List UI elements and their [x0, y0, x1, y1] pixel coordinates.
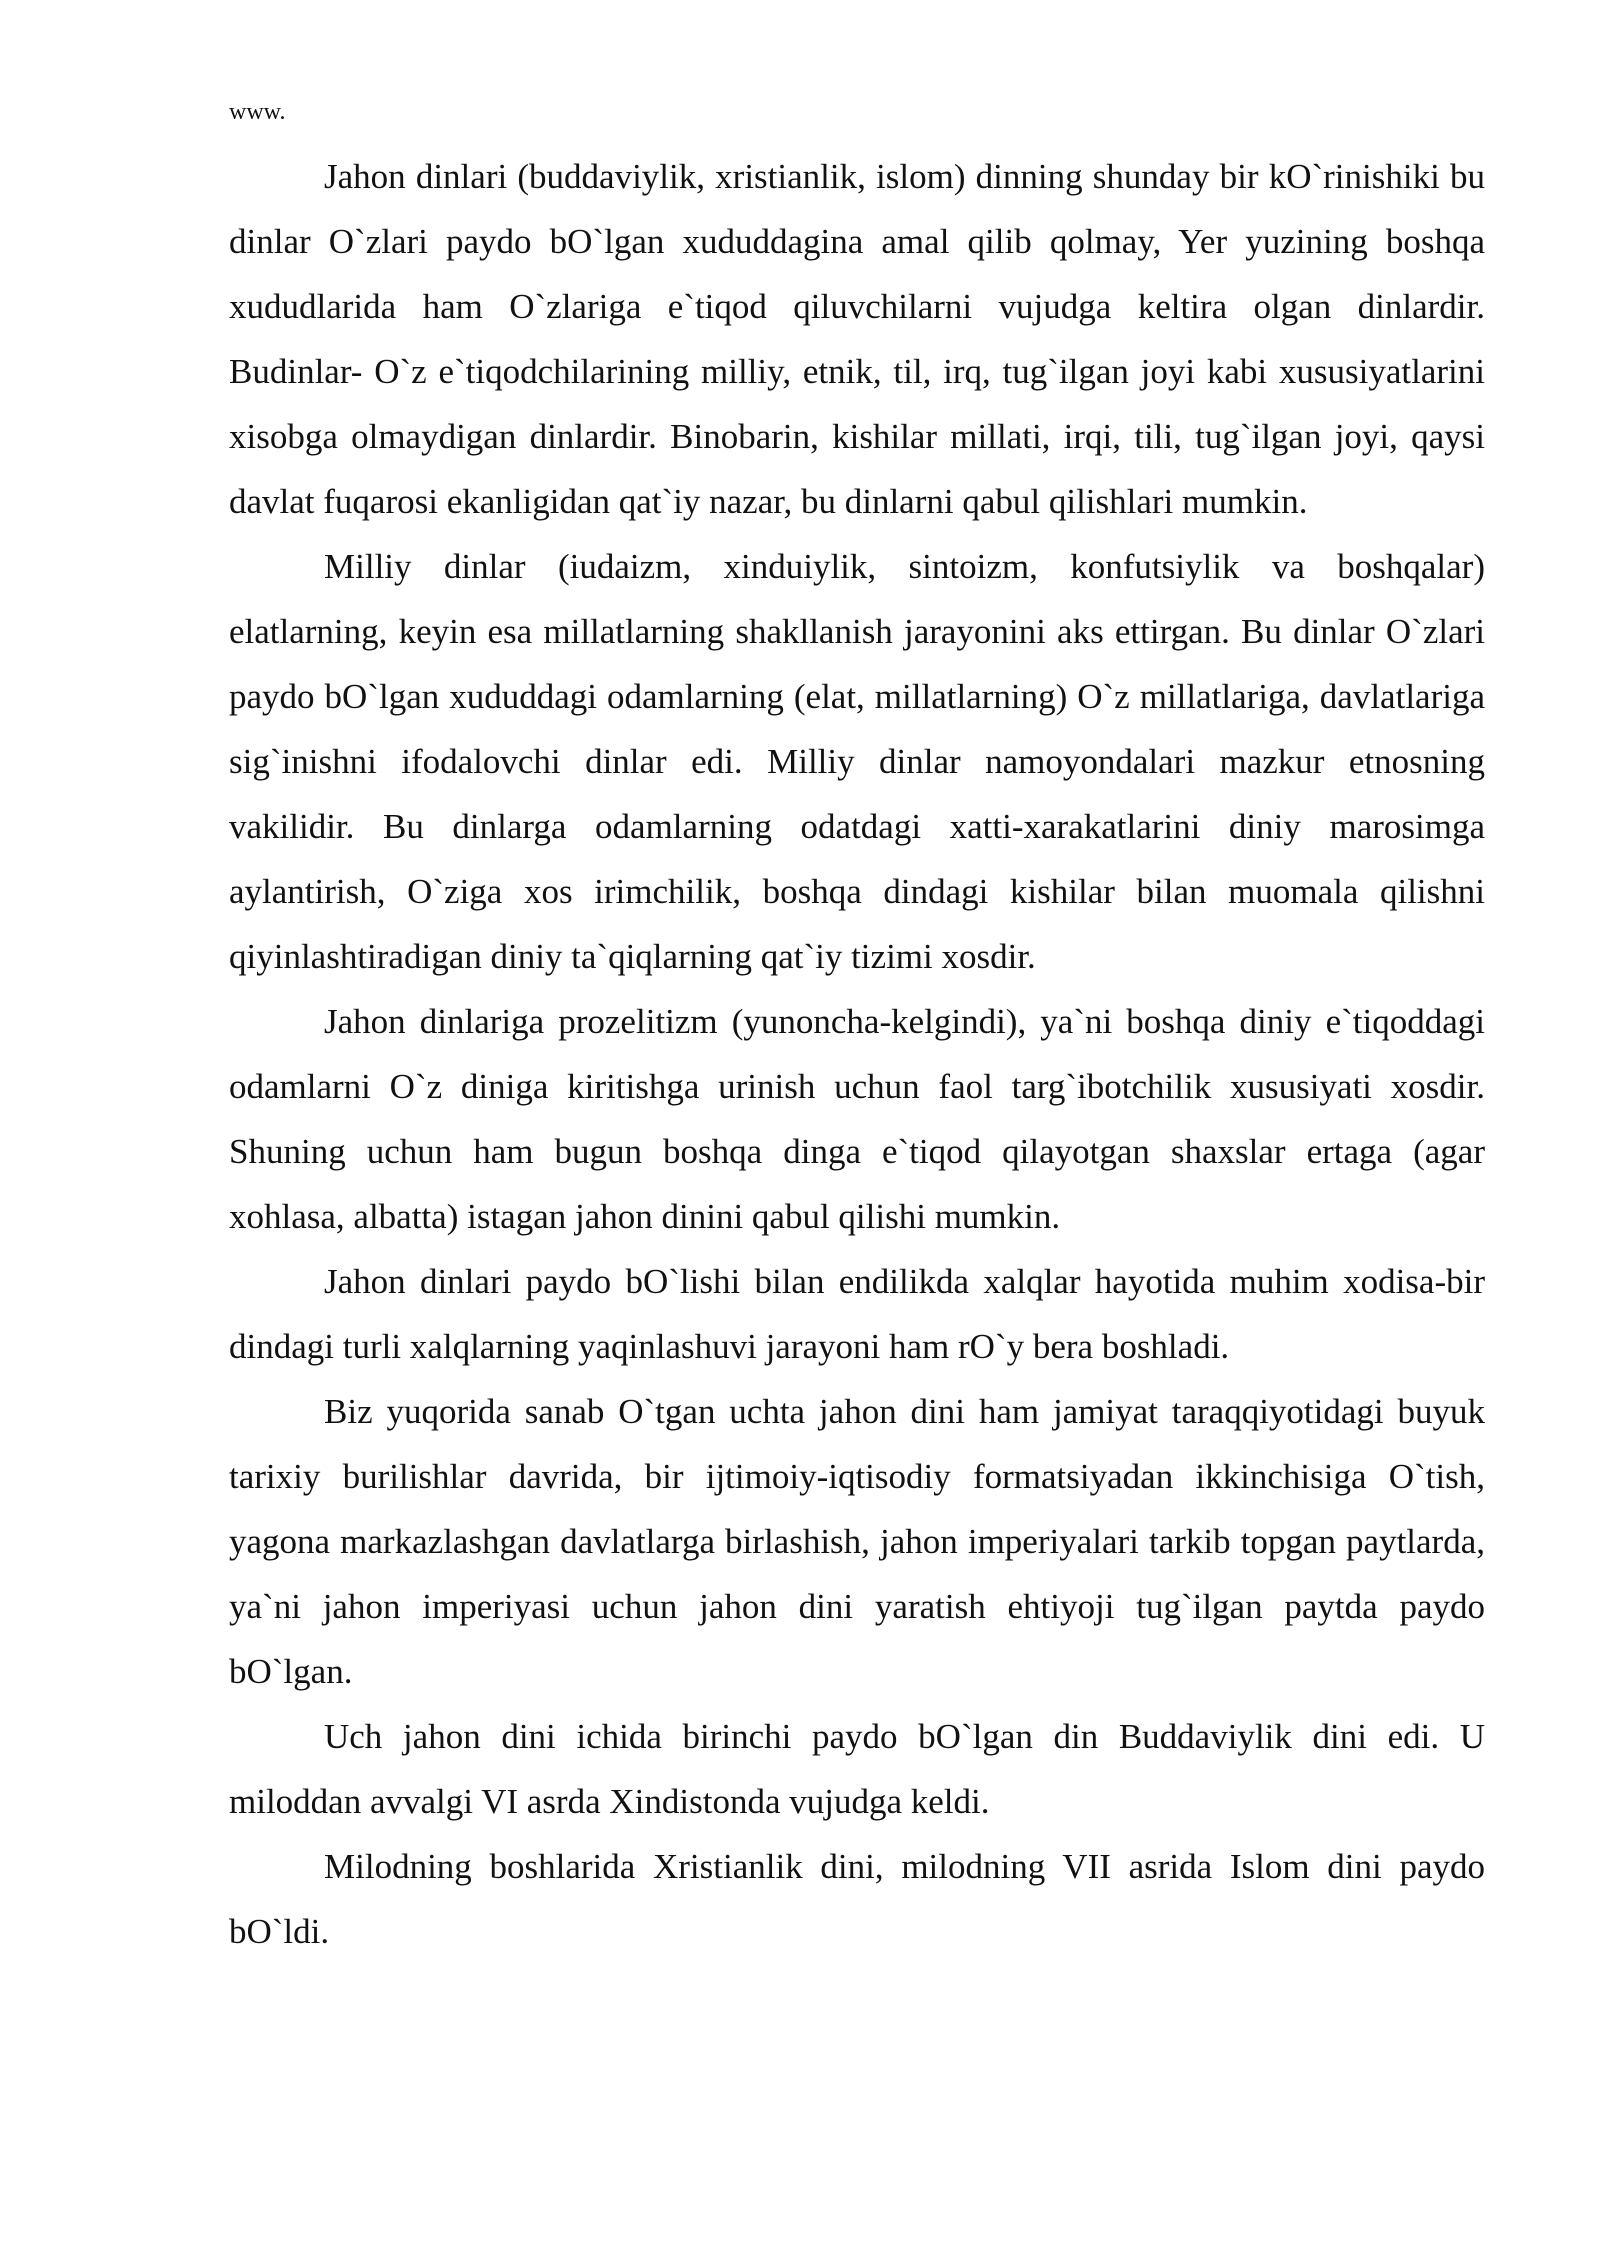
- header-text: www.: [229, 99, 286, 125]
- paragraph-3: Jahon dinlariga prozelitizm (yunoncha-kelgindi), ya`ni boshqa diniy e`tiqoddagi odamlarni O`z diniga kiritishga urinish uchun faol targ`ibotchilik xususiyati xosdir. Shuning uchun ham bugun boshqa dinga e`tiqod qilayotgan shaxslar ertaga (agar xohlasa, albatta) istagan jahon dinini qabul qilishi mumkin.: [229, 1002, 1485, 1236]
- paragraph-4: Jahon dinlari paydo bO`lishi bilan endilikda xalqlar hayotida muhim xodisa-bir dindagi turli xalqlarning yaqinlashuvi jarayoni ham rO`y bera boshladi.: [229, 1262, 1485, 1366]
- paragraph-6: Uch jahon dini ichida birinchi paydo bO`lgan din Buddaviylik dini edi. U miloddan avvalgi VI asrda Xindistonda vujudga keldi.: [229, 1717, 1485, 1821]
- paragraph-5: Biz yuqorida sanab O`tgan uchta jahon dini ham jamiyat taraqqiyotidagi buyuk tarixiy burilishlar davrida, bir ijtimoiy-iqtisodiy formatsiyadan ikkinchisiga O`tish, yagona markazlashgan davlatlarga birlashish, jahon imperiyalari tarkib topgan paytlarda, ya`ni jahon imperiyasi uchun jahon dini yaratish ehtiyoji tug`ilgan paytda paydo bO`lgan.: [229, 1392, 1485, 1691]
- paragraph-1: Jahon dinlari (buddaviylik, xristianlik, islom) dinning shunday bir kO`rinishiki bu dinlar O`zlari paydo bO`lgan xududdagina amal qilib qolmay, Yer yuzining boshqa xududlarida ham O`zlariga e`tiqod qiluvchilarni vujudga keltira olgan dinlardir. Budinlar- O`z e`tiqodchilarining milliy, etnik, til, irq, tug`ilgan joyi kabi xususiyatlarini xisobga olmaydigan dinlardir. Binobarin, kishilar millati, irqi, tili, tug`ilgan joyi, qaysi davlat fuqarosi ekanligidan qat`iy nazar, bu dinlarni qabul qilishlari mumkin.: [229, 157, 1485, 521]
- paragraph-2: Milliy dinlar (iudaizm, xinduiylik, sintoizm, konfutsiylik va boshqalar) elatlarning, keyin esa millatlarning shakllanish jarayonini aks ettirgan. Bu dinlar O`zlari paydo bO`lgan xududdagi odamlarning (elat, millatlarning) O`z millatlariga, davlatlariga sig`inishni ifodalovchi dinlar edi. Milliy dinlar namoyondalari mazkur etnosning vakilidir. Bu dinlarga odamlarning odatdagi xatti-xarakatlarini diniy marosimga aylantirish, O`ziga xos irimchilik, boshqa dindagi kishilar bilan muomala qilishni qiyinlashtiradigan diniy ta`qiqlarning qat`iy tizimi xosdir.: [229, 547, 1485, 976]
- document-body: [229, 144, 1485, 1964]
- paragraph-7: Milodning boshlarida Xristianlik dini, milodning VII asrida Islom dini paydo bO`ldi.: [229, 1847, 1485, 1951]
